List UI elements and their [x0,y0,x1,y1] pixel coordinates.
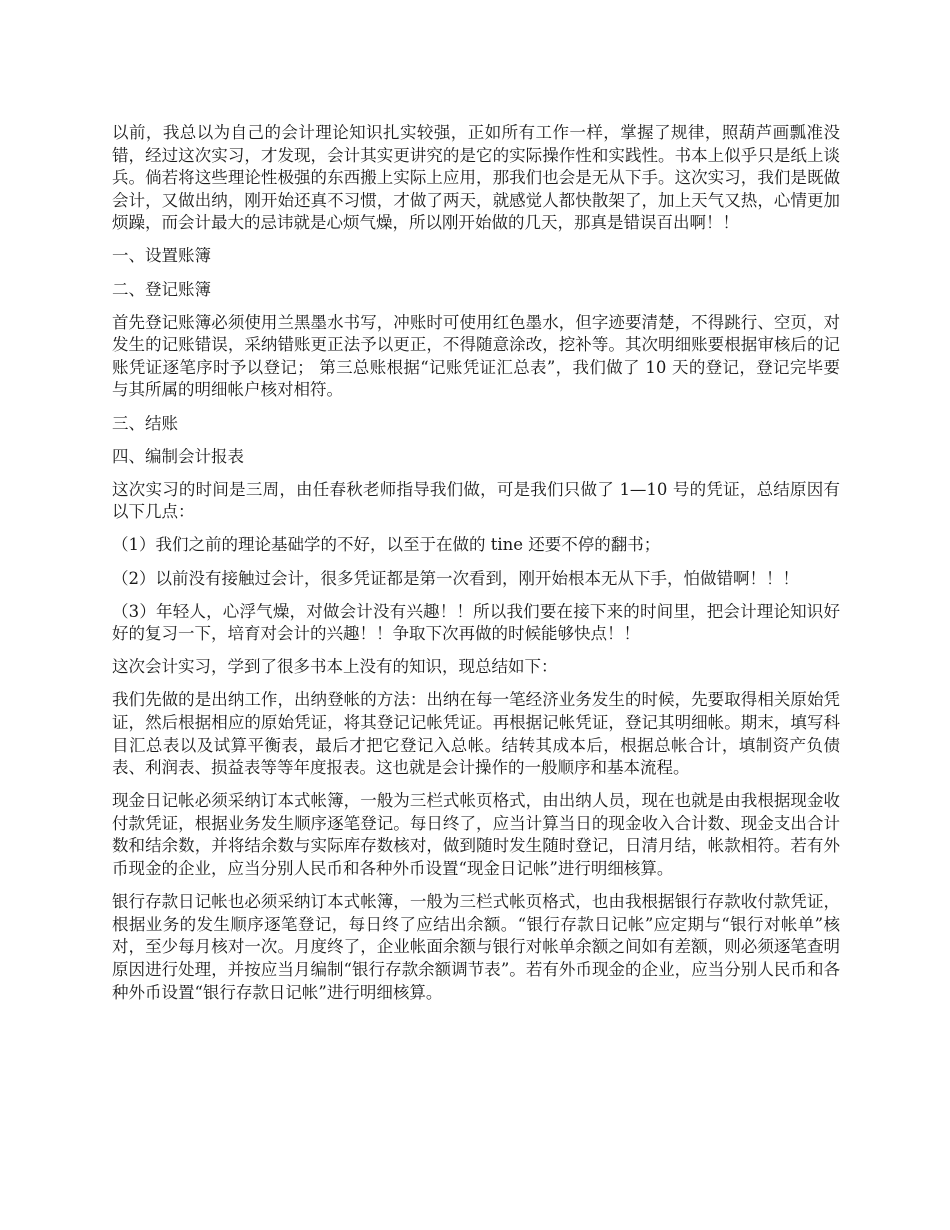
section-heading-setup-ledgers: 一、设置账簿 [112,246,211,266]
section-heading-register-ledgers: 二、登记账簿 [112,279,211,299]
reason-item-2: （2）以前没有接触过会计，很多凭证都是第一次看到，刚开始根本无从下手，怕做错啊！！！ [112,568,799,588]
internship-summary-paragraph: 这次实习的时间是三周，由任春秋老师指导我们做，可是我们只做了 1—10 号的凭证，总结原因有以下几点： [112,479,840,522]
reason-item-3: （3）年轻人，心浮气燥，对做会计没有兴趣！！所以我们要在接下来的时间里，把会计理论知识好好的复习一下，培育对会计的兴趣！！争取下次再做的时候能够快点！！ [112,601,840,644]
ledger-registration-paragraph: 首先登记账簿必须使用兰黑墨水书写，冲账时可使用红色墨水，但字迹要清楚，不得跳行、空页，对发生的记账错误，采纳错账更正法予以更正，不得随意涂改，挖补等。其次明细账要根据审核后的记账凭证逐笔序时予以登记； 第三总账根据“记账凭证汇总表”，我们做了 10 天的登记，登记完毕要与其所属的明细帐户核对相符。 [112,312,840,400]
lessons-intro-paragraph: 这次会计实习，学到了很多书本上没有的知识，现总结如下： [112,657,558,677]
section-heading-closing: 三、结账 [112,413,178,433]
reason-item-1: （1）我们之前的理论基础学的不好，以至于在做的 tine 还要不停的翻书； [112,535,661,555]
document-page [112,122,840,1015]
section-heading-reports: 四、编制会计报表 [112,446,244,466]
intro-paragraph: 以前，我总以为自己的会计理论知识扎实较强，正如所有工作一样，掌握了规律，照葫芦画瓢准没错，经过这次实习，才发现，会计其实更讲究的是它的实际操作性和实践性。书本上似乎只是纸上谈兵。倘若将这些理论性极强的东西搬上实际上应用，那我们也会是无从下手。这次实习，我们是既做会计，又做出纳，刚开始还真不习惯，才做了两天，就感觉人都快散架了，加上天气又热，心情更加烦躁，而会计最大的忌讳就是心烦气燥，所以刚开始做的几天，那真是错误百出啊！！ [112,123,840,233]
cashier-work-paragraph: 我们先做的是出纳工作，出纳登帐的方法：出纳在每一笔经济业务发生的时候，先要取得相关原始凭证，然后根据相应的原始凭证，将其登记记帐凭证。再根据记帐凭证，登记其明细帐。期末，填写科目汇总表以及试算平衡表，最后才把它登记入总帐。结转其成本后，根据总帐合计，填制资产负债表、利润表、损益表等等年度报表。这也就是会计操作的一般顺序和基本流程。 [112,690,840,778]
bank-journal-paragraph: 银行存款日记帐也必须采纳订本式帐簿，一般为三栏式帐页格式，也由我根据银行存款收付款凭证，根据业务的发生顺序逐笔登记，每日终了应结出余额。“银行存款日记帐”应定期与“银行对帐单”核对，至少每月核对一次。月度终了，企业帐面余额与银行对帐单余额之间如有差额，则必须逐笔查明原因进行处理，并按应当月编制“银行存款余额调节表”。若有外币现金的企业，应当分别人民币和各种外币设置“银行存款日记帐”进行明细核算。 [112,892,840,1002]
cash-journal-paragraph: 现金日记帐必须采纳订本式帐簿，一般为三栏式帐页格式，由出纳人员，现在也就是由我根据现金收付款凭证，根据业务发生顺序逐笔登记。每日终了，应当计算当日的现金收入合计数、现金支出合计数和结余数，并将结余数与实际库存数核对，做到随时发生随时登记，日清月结，帐款相符。若有外币现金的企业，应当分别人民币和各种外币设置“现金日记帐”进行明细核算。 [112,791,840,879]
